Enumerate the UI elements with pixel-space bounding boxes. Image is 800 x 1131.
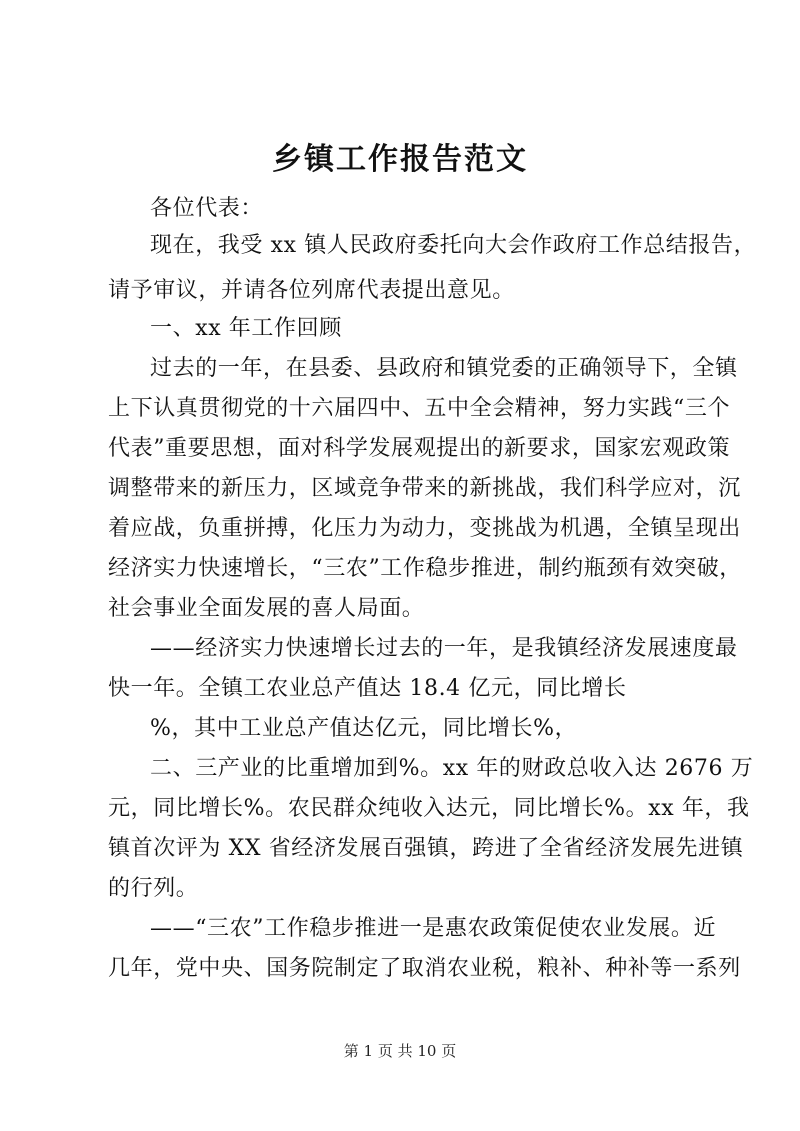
text-line-2: 现在，我受 xx 镇人民政府委托向大会作政府工作总结报告， [150, 233, 757, 258]
text-line-14: %，其中工业总产值达亿元，同比增长%， [150, 716, 578, 741]
text-line-13: 快一年。全镇工农业总产值达 18.4 亿元，同比增长 [108, 676, 627, 701]
text-line-12: ——经济实力快速增长过去的一年，是我镇经济发展速度最 [150, 636, 738, 661]
text-line-8: 调整带来的新压力，区域竞争带来的新挑战，我们科学应对，沉 [108, 476, 741, 501]
text-line-9: 着应战，负重拼搏，化压力为动力，变挑战为机遇，全镇呈现出 [108, 516, 741, 541]
text-line-6: 上下认真贯彻党的十六届四中、五中全会精神，努力实践“三个 [108, 396, 731, 421]
document-title: 乡镇工作报告范文 [272, 142, 528, 177]
text-line-17: 镇首次评为 XX 省经济发展百强镇，跨进了全省经济发展先进镇 [108, 836, 744, 861]
page-footer: 第 1 页 共 10 页 [343, 1042, 457, 1060]
text-line-5: 过去的一年，在县委、县政府和镇党委的正确领导下，全镇 [150, 356, 738, 381]
text-line-11: 社会事业全面发展的喜人局面。 [108, 596, 425, 621]
text-line-16: 元，同比增长%。农民群众纯收入达元，同比增长%。xx 年，我 [108, 796, 750, 821]
text-line-4: 一、xx 年工作回顾 [150, 316, 342, 341]
text-line-1: 各位代表： [150, 196, 264, 221]
text-line-19: ——“三农”工作稳步推进一是惠农政策促使农业发展。近 [150, 916, 717, 941]
text-line-7: 代表”重要思想，面对科学发展观提出的新要求，国家宏观政策 [108, 436, 731, 461]
text-line-15: 二、三产业的比重增加到%。xx 年的财政总收入达 2676 万 [150, 756, 754, 781]
text-line-10: 经济实力快速增长，“三农”工作稳步推进，制约瓶颈有效突破， [108, 556, 742, 581]
text-line-18: 的行列。 [108, 876, 199, 901]
text-line-20: 几年，党中央、国务院制定了取消农业税，粮补、种补等一系列 [108, 956, 741, 981]
text-line-3: 请予审议，并请各位列席代表提出意见。 [108, 278, 515, 303]
